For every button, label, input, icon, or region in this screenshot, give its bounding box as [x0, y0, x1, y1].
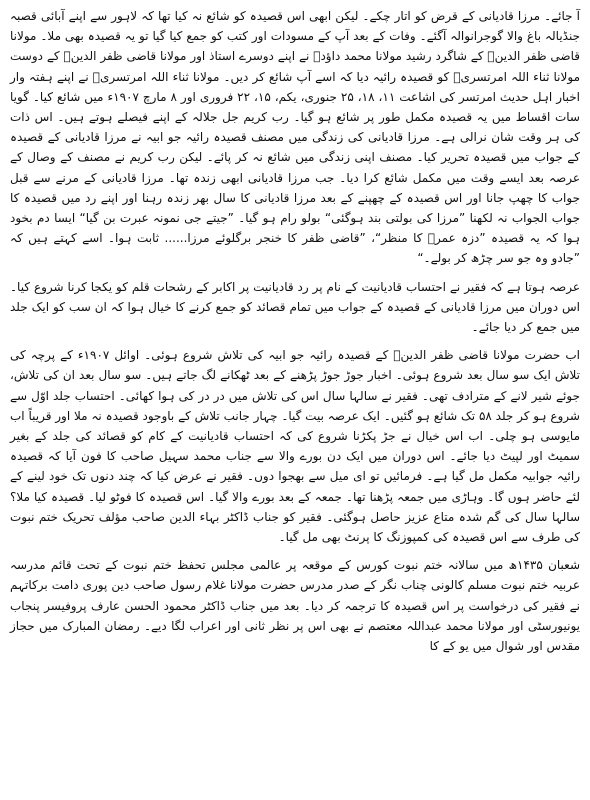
paragraph-translation-note: شعبان ۱۴۳۵ھ میں سالانہ ختم نبوت کورس کے موقعہ پر عالمی مجلس تحفظ ختم نبوت کے تحت قائم مدرسہ عربیہ ختم نبوت مسلم کالونی چناب نگر کے صدر مدرس حضرت مولانا غلام رسول صاحب دین پوری دامت برکاتہم نے فقیر کی درخواست پر اس قصیدہ کا ترجمہ کر دیا۔ بعد میں جناب ڈاکٹر محمود الحسن عارف پروفیسر پنجاب یونیورسٹی اور مولانا محمد عبداللہ معتصم نے بھی اس پر نظر ثانی اور اعراب لگا دیے۔ رمضان المبارک میں حجاز مقدس اور شوال میں یو کے کا: [10, 558, 581, 654]
paragraph-qasida-history: آ جائے۔ مرزا قادیانی کے قرض کو اتار چکے۔ لیکن ابھی اس قصیدہ کو شائع نہ کیا تھا کہ لاہور سے اپنے آبائی قصبہ جنڈیالہ باغ والا گوجرانوالہ آگئے۔ وفات کے بعد آپ کے مسودات اور کتب کو جمع کیا گیا تو یہ قصیدہ بھی ملا۔ مولانا قاضی ظفر الدینؒ کے شاگرد رشید مولانا محمد داؤدؒ نے اپنے دوسرے استاذ اور مولانا قاضی ظفر الدینؒ کے دوست مولانا ثناء اللہ امرتسریؒ کو قصیدہ رائیہ دیا کہ اسے آپ شائع کر دیں۔ مولانا ثناء اللہ امرتسریؒ نے اپنے ہفتہ وار اخبار اہل حدیث امرتسر کی اشاعت ۱۱، ۱۸، ۲۵ جنوری، یکم، ۱۵، ۲۲ فروری اور ۸ مارچ ۱۹۰۷ء میں شائع کیا۔ گویا سات اقساط میں یہ قصیدہ مکمل طور پر شائع ہو گیا۔ رب کریم جل جلالہ کے اپنے فیصلے ہوتے ہیں۔ اس ذات کی ہر وقت شان نرالی ہے۔ مرزا قادیانی کی زندگی میں مصنف قصیدہ رائیہ جو ابیہ نے مرزا قادیانی کے قصیدہ کے جواب میں قصیدہ تحریر کیا۔ مصنف اپنی زندگی میں شائع نہ کر پائے۔ لیکن رب کریم نے مصنف کے وصال کے عرصہ بعد ایسے وقت میں مکمل شائع کرا دیا۔ جب مرزا قادیانی ابھی زندہ تھا۔ مرزا قادیانی کے مرنے سے قبل جواب کا چھپ جانا اور اس قصیدہ کے چھپنے کے بعد مرزا قادیانی کا سال بھر زندہ رہنا اور اپنے رد میں قصیدہ کا جواب الجواب نہ لکھنا ”مرزا کی بولتی بند ہوگئی“ بولو رام ہو گیا۔ ”جیتے جی نمونہ عبرت بن گیا“ ایسا دم بخود ہوا کہ یہ قصیدہ ”دزہ عمرؓ کا منظر“، ”قاضی ظفر کا خنجر برگلوئے مرزا...... ثابت ہوا۔ اسے کہتے ہیں کہ ”جادو وہ جو سر چڑھ کر بولے۔“: [10, 9, 581, 266]
paragraph-compilation-intro: عرصہ ہوتا ہے کہ فقیر نے احتساب قادیانیت کے نام پر رد قادیانیت پر اکابر کے رشحات قلم کو یکجا کرنا شروع کیا۔ اس دوران میں مرزا قادیانی کے قصیدہ کے جواب میں تمام قصائد کو جمع کرنے کا خیال ہوا کہ ان سب کو ایک جلد میں جمع کر دیا جائے۔: [10, 279, 580, 335]
paragraph-search-for-qasida: اب حضرت مولانا قاضی ظفر الدینؒ کے قصیدہ رائیہ جو ابیہ کی تلاش شروع ہوئی۔ اوائل ۱۹۰۷ء کے پرچہ کی تلاش ایک سو سال بعد شروع ہوئی۔ اخبار جوڑ جوڑ پڑھنے کے بعد ٹھکانے لگ جاتے ہیں۔ سو سال بعد ان کی تلاش، جوئے شیر لانے کے مترادف تھی۔ فقیر نے سالہا سال اس کی تلاش میں در در کی ہوا کھائی۔ احتساب جلد اوّل سے شروع ہو کر جلد ۵۸ تک شائع ہو گئیں۔ ایک عرصہ بیت گیا۔ چہار جانب تلاش کے باوجود قصیدہ نہ ملا اور قریباً اب مایوسی ہو چلی۔ اب اس خیال نے جڑ پکڑنا شروع کی کہ احتساب قادیانیت کے کام کو قصائد کی جلد کے بغیر سمیٹ اور لپیٹ دیا جائے۔ اس دوران میں ایک دن بورے والا سے جناب محمد سہیل صاحب کا فون آیا کہ قصیدہ رائیہ جوابیہ مکمل مل گیا ہے۔ فرمائیں تو ای میل سے بھجوا دوں۔ فقیر نے عرض کیا کہ چند دنوں تک خود لینے کے لئے حاضر ہوں گا۔ وہاڑی میں جمعہ پڑھنا تھا۔ جمعہ کے بعد بورے والا گیا۔ اس قصیدہ کا فوٹو لیا۔ قصیدہ کیا ملا؟ سالہا سال کی گم شدہ متاع عزیز حاصل ہوگئی۔ فقیر کو جناب ڈاکٹر بہاء الدین صاحب مؤلف تحریک ختم نبوت کی طرف سے اس قصیدہ کی کمپوزنگ کا پرنٹ بھی مل گیا۔: [10, 348, 580, 545]
